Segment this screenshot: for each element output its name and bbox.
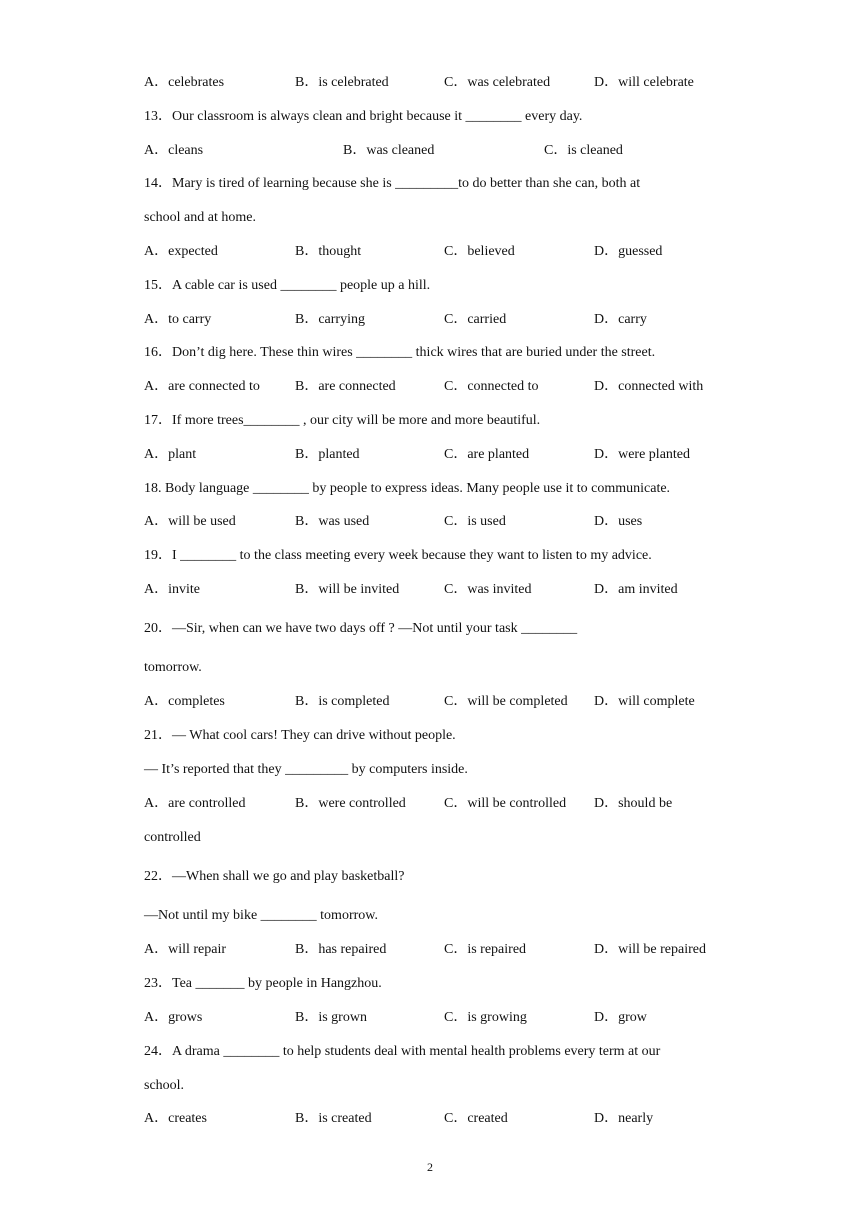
answer-option-d: D．will be repaired: [594, 942, 706, 957]
answer-option-b: B．has repaired: [295, 942, 387, 957]
question-text-line: 20．—Sir, when can we have two days off ? —Not until your task ________: [144, 621, 578, 636]
answer-option-b: B．thought: [295, 244, 362, 259]
answer-option-b: B．will be invited: [295, 582, 400, 597]
answer-option-c: C．will be controlled: [444, 796, 567, 811]
answer-option-a: A．plant: [144, 447, 197, 462]
question-text-line: school and at home.: [144, 210, 256, 225]
answer-option-a: A．celebrates: [144, 75, 225, 90]
answer-option-a: A．grows: [144, 1010, 203, 1025]
answer-option-c: C．is repaired: [444, 942, 527, 957]
question-text-line: 22．―When shall we go and play basketball?: [144, 869, 405, 884]
answer-option-b: B．planted: [295, 447, 360, 462]
answer-options-row: [144, 311, 744, 329]
answer-option-d: D．should be: [594, 796, 673, 811]
answer-option-d: D．will complete: [594, 694, 695, 709]
answer-option-b: B．was used: [295, 514, 370, 529]
answer-option-b: B．are connected: [295, 379, 396, 394]
answer-option-a: A．invite: [144, 582, 200, 597]
answer-option-a: A．to carry: [144, 312, 212, 327]
answer-options-row: [144, 513, 744, 531]
answer-option-a: A．cleans: [144, 143, 204, 158]
answer-option-a: A．are connected to: [144, 379, 260, 394]
answer-options-row: [144, 1009, 744, 1027]
answer-options-row: [144, 581, 744, 599]
question-text-line: 18. Body language ________ by people to express ideas. Many people use it to communicate.: [144, 481, 671, 496]
answer-options-row: [144, 795, 744, 813]
answer-option-b: B．was cleaned: [343, 143, 435, 158]
question-text-line: controlled: [144, 830, 201, 845]
answer-option-d: D．carry: [594, 312, 647, 327]
answer-option-c: C．was celebrated: [444, 75, 551, 90]
answer-options-row: [144, 693, 744, 711]
answer-option-a: A．will repair: [144, 942, 227, 957]
answer-option-c: C．was invited: [444, 582, 532, 597]
answer-option-c: C．are planted: [444, 447, 530, 462]
answer-option-b: B．is created: [295, 1111, 372, 1126]
answer-option-c: C．believed: [444, 244, 515, 259]
question-text-line: 21．— What cool cars! They can drive without people.: [144, 728, 456, 743]
answer-option-b: B．were controlled: [295, 796, 406, 811]
answer-option-a: A．will be used: [144, 514, 236, 529]
answer-option-c: C．is used: [444, 514, 506, 529]
answer-option-d: D．were planted: [594, 447, 691, 462]
question-text-line: — It’s reported that they _________ by computers inside.: [144, 762, 468, 777]
answer-option-c: C．carried: [444, 312, 507, 327]
answer-option-c: C．is cleaned: [544, 143, 623, 158]
answer-option-a: A．creates: [144, 1111, 207, 1126]
question-text-line: tomorrow.: [144, 660, 202, 675]
answer-options-row: [144, 378, 744, 396]
answer-options-row: [144, 941, 744, 959]
answer-option-a: A．are controlled: [144, 796, 246, 811]
answer-option-d: D．am invited: [594, 582, 678, 597]
answer-option-d: D．uses: [594, 514, 643, 529]
answer-option-c: C．will be completed: [444, 694, 568, 709]
question-text-line: 24．A drama ________ to help students deal with mental health problems every term at our: [144, 1044, 661, 1059]
answer-option-d: D．grow: [594, 1010, 647, 1025]
page-number: 2: [427, 1160, 433, 1174]
answer-option-d: D．guessed: [594, 244, 663, 259]
answer-option-a: A．completes: [144, 694, 225, 709]
question-text-line: school.: [144, 1078, 185, 1093]
answer-options-row: [144, 243, 744, 261]
answer-options-row: [144, 1110, 744, 1128]
answer-option-b: B．is completed: [295, 694, 390, 709]
answer-option-d: D．connected with: [594, 379, 704, 394]
question-text-line: 14．Mary is tired of learning because she is _________to do better than she can, both at: [144, 176, 641, 191]
answer-option-b: B．is celebrated: [295, 75, 389, 90]
question-text-line: 17．If more trees________ , our city will be more and more beautiful.: [144, 413, 541, 428]
answer-option-a: A．expected: [144, 244, 218, 259]
question-text-line: 19．I ________ to the class meeting every week because they want to listen to my advice.: [144, 548, 652, 563]
answer-option-b: B．carrying: [295, 312, 365, 327]
question-text-line: 16．Don’t dig here. These thin wires ________ thick wires that are buried under the street.: [144, 345, 656, 360]
answer-options-row: [144, 142, 744, 160]
answer-option-d: D．will celebrate: [594, 75, 694, 90]
answer-option-c: C．connected to: [444, 379, 539, 394]
answer-option-c: C．created: [444, 1111, 508, 1126]
question-text-line: 13．Our classroom is always clean and bright because it ________ every day.: [144, 109, 583, 124]
answer-options-row: [144, 446, 744, 464]
answer-option-b: B．is grown: [295, 1010, 367, 1025]
question-text-line: 23．Tea _______ by people in Hangzhou.: [144, 976, 382, 991]
question-text-line: ―Not until my bike ________ tomorrow.: [144, 908, 378, 923]
answer-options-row: [144, 74, 744, 92]
answer-option-d: D．nearly: [594, 1111, 654, 1126]
answer-option-c: C．is growing: [444, 1010, 527, 1025]
question-text-line: 15．A cable car is used ________ people up a hill.: [144, 278, 431, 293]
